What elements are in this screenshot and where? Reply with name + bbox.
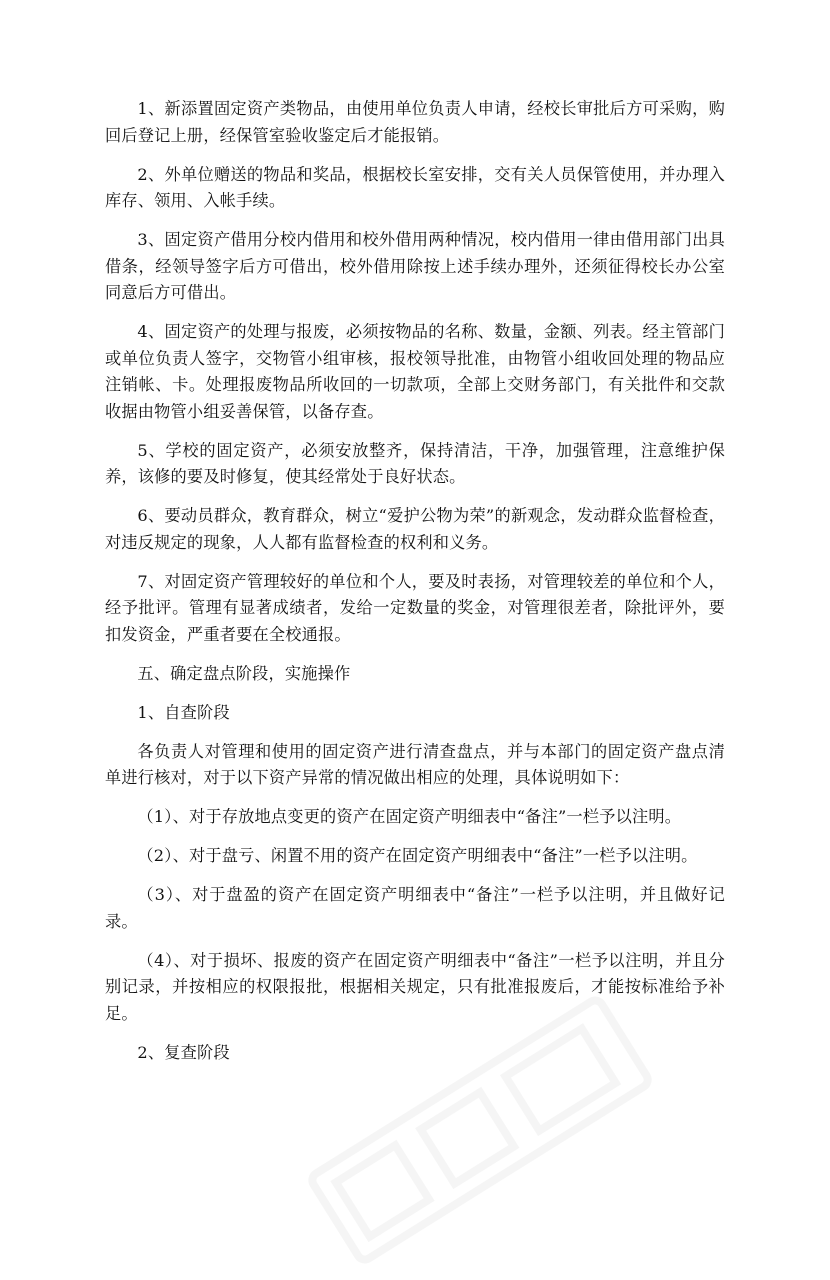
paragraph-2: 2、外单位赠送的物品和奖品，根据校长室安排，交有关人员保管使用，并办理入库存、领用、入帐手续。 bbox=[105, 164, 725, 210]
paragraph-self-check-intro: 各负责人对管理和使用的固定资产进行清查盘点，并与本部门的固定资产盘点清单进行核对，对于以下资产异常的情况做出相应的处理，具体说明如下： bbox=[105, 741, 725, 787]
item-4: （4）、对于损坏、报废的资产在固定资产明细表中“备注”一栏予以注明，并且分别记录，并按相应的权限报批，根据相关规定，只有批准报废后，才能按标准给予补足。 bbox=[105, 950, 725, 1023]
paragraph-1: 1、新添置固定资产类物品，由使用单位负责人申请，经校长审批后方可采购，购回后登记上册，经保管室验收鉴定后才能报销。 bbox=[105, 99, 725, 145]
subheading-self-check: 1、自查阶段 bbox=[137, 702, 230, 722]
document-page bbox=[105, 96, 725, 1079]
paragraph-5: 5、学校的固定资产，必须安放整齐，保持清洁，干净，加强管理，注意维护保养，该修的要及时修复，使其经常处于良好状态。 bbox=[105, 440, 725, 486]
paragraph-7: 7、对固定资产管理较好的单位和个人，要及时表扬，对管理较差的单位和个人，经予批评。管理有显著成绩者，发给一定数量的奖金，对管理很差者，除批评外，要扣发资金，严重者要在全校通报。 bbox=[105, 571, 725, 644]
section-heading-five: 五、确定盘点阶段，实施操作 bbox=[137, 663, 351, 683]
item-2: （2）、对于盘亏、闲置不用的资产在固定资产明细表中“备注”一栏予以注明。 bbox=[137, 846, 698, 865]
subheading-recheck: 2、复查阶段 bbox=[137, 1042, 230, 1062]
item-3: （3）、对于盘盈的资产在固定资产明细表中“备注”一栏予以注明，并且做好记录。 bbox=[105, 885, 725, 931]
item-1: （1）、对于存放地点变更的资产在固定资产明细表中“备注”一栏予以注明。 bbox=[137, 807, 682, 826]
paragraph-6: 6、要动员群众，教育群众，树立“爱护公物为荣”的新观念，发动群众监督检查，对违反规定的现象，人人都有监督检查的权利和义务。 bbox=[105, 506, 725, 552]
paragraph-4: 4、固定资产的处理与报废，必须按物品的名称、数量，金额、列表。经主管部门或单位负责人签字，交物管小组审核，报校领导批准，由物管小组收回处理的物品应注销帐、卡。处理报废物品所收回的一切款项，全部上交财务部门，有关批件和交款收据由物管小组妥善保管，以备存查。 bbox=[105, 322, 725, 421]
paragraph-3: 3、固定资产借用分校内借用和校外借用两种情况，校内借用一律由借用部门出具借条，经领导签字后方可借出，校外借用除按上述手续办理外，还须征得校长办公室同意后方可借出。 bbox=[105, 230, 725, 302]
